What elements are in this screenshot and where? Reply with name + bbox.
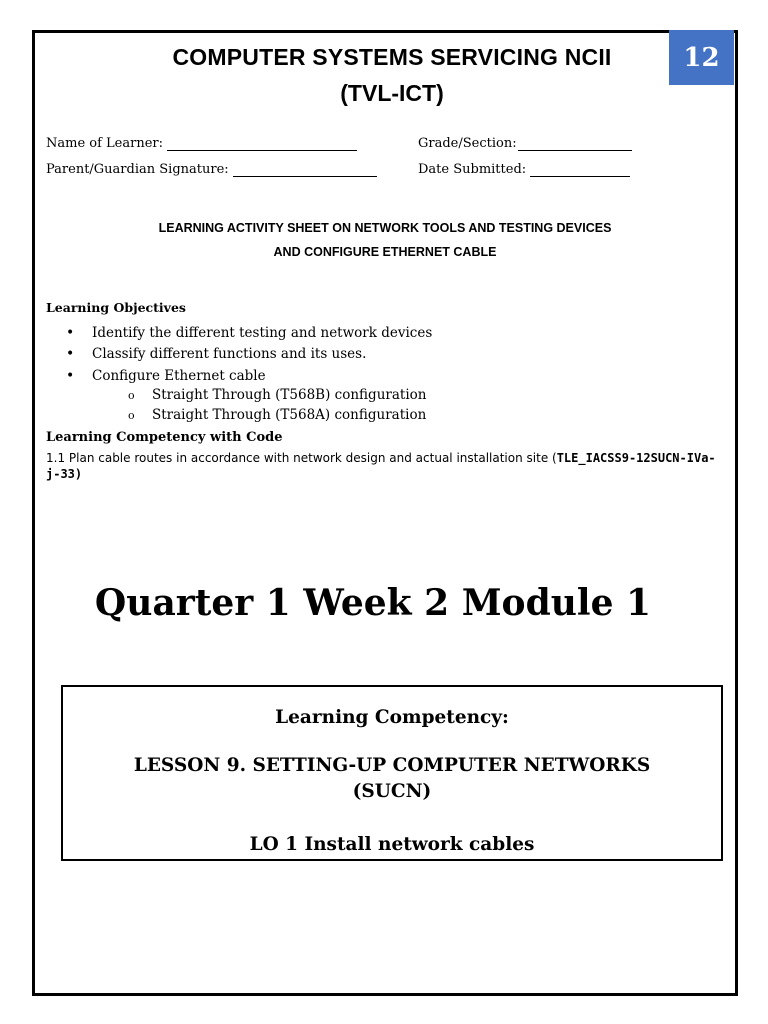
learner-name-field [46, 136, 357, 151]
objective-text: Classify different functions and its uses. [92, 346, 367, 363]
date-submitted-label: Date Submitted: [418, 162, 527, 177]
bullet-icon: • [66, 324, 75, 341]
activity-title-line1: LEARNING ACTIVITY SHEET ON NETWORK TOOLS AND TESTING DEVICES [158, 221, 612, 235]
bullet-icon: • [66, 367, 75, 384]
grade-badge: 12 [669, 30, 734, 85]
box-title: Learning Competency: [275, 707, 509, 728]
sub-objective-text: Straight Through (T568A) configuration [152, 407, 427, 423]
competency-code: TLE_IACSS9-12SUCN-IVa-j-33) [46, 451, 716, 481]
competency-heading: Learning Competency with Code [46, 430, 283, 445]
objectives-heading: Learning Objectives [46, 300, 186, 315]
objective-text: Identify the different testing and network devices [92, 324, 433, 341]
lesson-title-line1: LESSON 9. SETTING-UP COMPUTER NETWORKS [133, 755, 651, 776]
learning-outcome: LO 1 Install network cables [249, 834, 535, 855]
list-item [128, 385, 426, 405]
parent-signature-field [46, 162, 377, 177]
sub-objective-text: Straight Through (T568B) configuration [152, 387, 427, 403]
lesson-title [63, 753, 721, 805]
objectives-list [66, 322, 432, 387]
grade-section-blank [518, 138, 632, 151]
grade-section-field [418, 136, 632, 151]
list-item [128, 405, 426, 425]
grade-section-label: Grade/Section: [418, 136, 517, 151]
objective-text: Configure Ethernet cable [92, 367, 266, 384]
sub-bullet-icon: o [128, 388, 135, 402]
parent-signature-label: Parent/Guardian Signature: [46, 162, 229, 177]
activity-title-line2: AND CONFIGURE ETHERNET CABLE [273, 245, 497, 259]
document-subtitle: (TVL-ICT) [340, 80, 444, 106]
bullet-icon: • [66, 346, 75, 363]
learner-name-label: Name of Learner: [46, 136, 163, 151]
config-sublist [128, 385, 426, 425]
quarter-title: Quarter 1 Week 2 Module 1 [94, 582, 652, 624]
learning-competency-box [61, 685, 723, 861]
list-item [66, 365, 432, 387]
list-item [66, 344, 432, 366]
list-item [66, 322, 432, 344]
date-submitted-field [418, 162, 630, 177]
date-submitted-blank [530, 164, 630, 177]
lesson-title-line2: (SUCN) [352, 781, 432, 802]
sub-bullet-icon: o [128, 408, 135, 422]
parent-signature-blank [233, 164, 377, 177]
learner-name-blank [167, 138, 357, 151]
document-title: COMPUTER SYSTEMS SERVICING NCII [172, 44, 612, 70]
competency-text [46, 450, 726, 482]
competency-description: 1.1 Plan cable routes in accordance with network design and actual installation site ( [46, 451, 557, 465]
